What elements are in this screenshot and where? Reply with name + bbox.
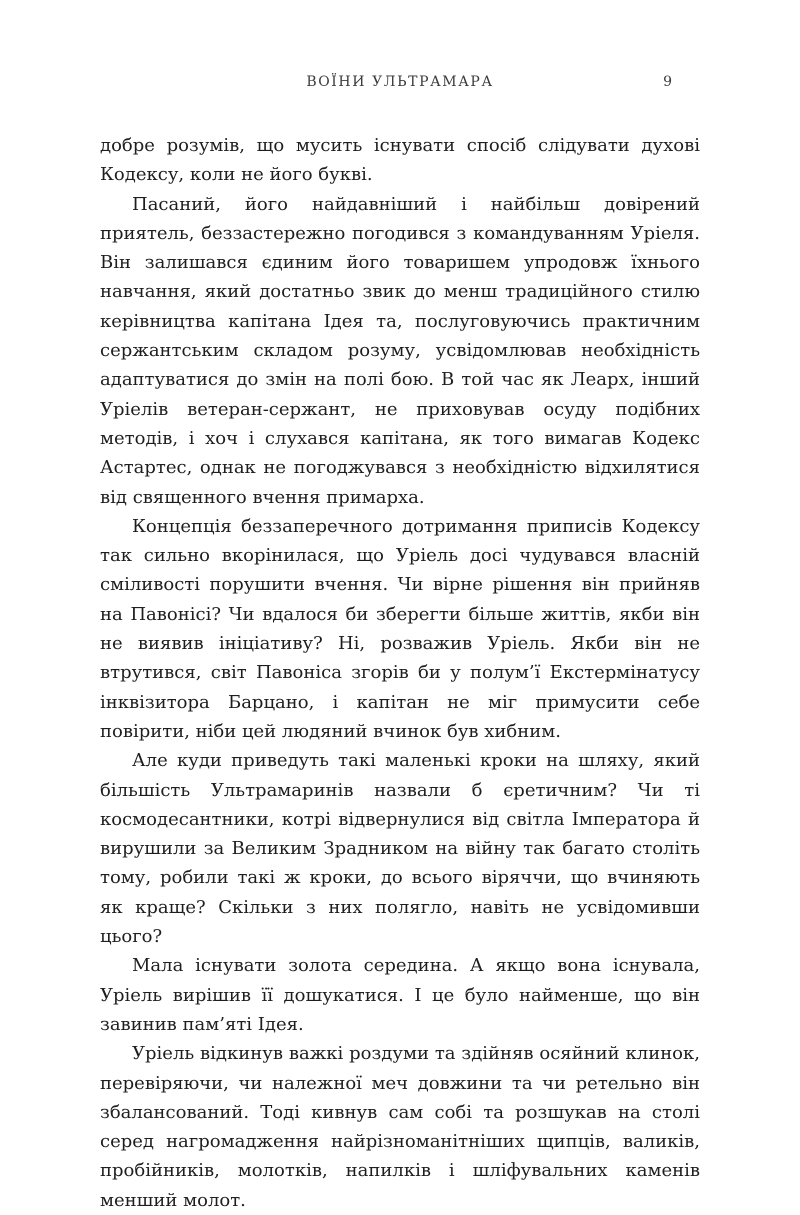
running-header <box>0 74 800 94</box>
paragraph-5: Мала існувати золота середина. А якщо вона існувала, Уріель вирішив її дошукатися. І це було найменше, що він завинив пам’яті Ідея. <box>100 955 700 1035</box>
paragraph-3: Концепція беззаперечного дотримання приписів Кодексу так сильно вкорінилася, що Уріель досі чудувався власній сміливості порушити вчення. Чи вірне рішення він прийняв на Павонісі? Чи вдалося би зберегти більше життів, якби він не виявив ініціативу? Ні, розважив Уріель. Якби він не втрутився, світ Павоніса згорів би у полум’ї Екстермінатусу інквізитора Барцано, і капітан не міг примусити себе повірити, ніби цей людяний вчинок був хибним. <box>100 515 700 742</box>
paragraph-6: Уріель відкинув важкі роздуми та здійняв осяйний клинок, перевіряючи, чи належної меч довжини та чи ретельно він збалансований. Тоді кивнув сам собі та розшукав на столі серед нагромадження найрізноманітніших щипців, валиків, пробійників, молотків, напилків і шліфувальних каменів менший молот. <box>100 1043 700 1211</box>
paragraph-4: Але куди приведуть такі маленькі кроки на шляху, який більшість Ультрамаринів назвали б єретичним? Чи ті космодесантники, котрі відвернулися від світла Імператора й вирушили за Великим Зрадником на війну так багато століть тому, робили такі ж кроки, до всього віряччи, що вчиняють як краще? Скільки з них полягло, навіть не усвідомивши цього? <box>100 750 700 948</box>
paragraph-1: добре розумів, що мусить існувати спосіб слідувати духові Кодексу, коли не його букві. <box>100 135 700 186</box>
page-number: 9 <box>663 74 672 90</box>
body-text <box>100 131 700 1215</box>
running-title: ВОЇНИ УЛЬТРАМАРА <box>306 74 494 90</box>
paragraph-2: Пасаний, його найдавніший і найбільш довірений приятель, беззастережно погодився з командуванням Уріеля. Він залишався єдиним його товаришем упродовж їхнього навчання, який достатньо звик до менш традиційного стилю керівництва капітана Ідея та, послуговуючись практичним сержантським складом розуму, усвідомлював необхідність адаптуватися до змін на полі бою. В той час як Леарх, інший Уріелів ветеран-сержант, не приховував осуду подібних методів, і хоч і слухався капітана, як того вимагав Кодекс Астартес, однак не погоджувався з необхідністю відхилятися від священного вчення примарха. <box>100 193 700 508</box>
